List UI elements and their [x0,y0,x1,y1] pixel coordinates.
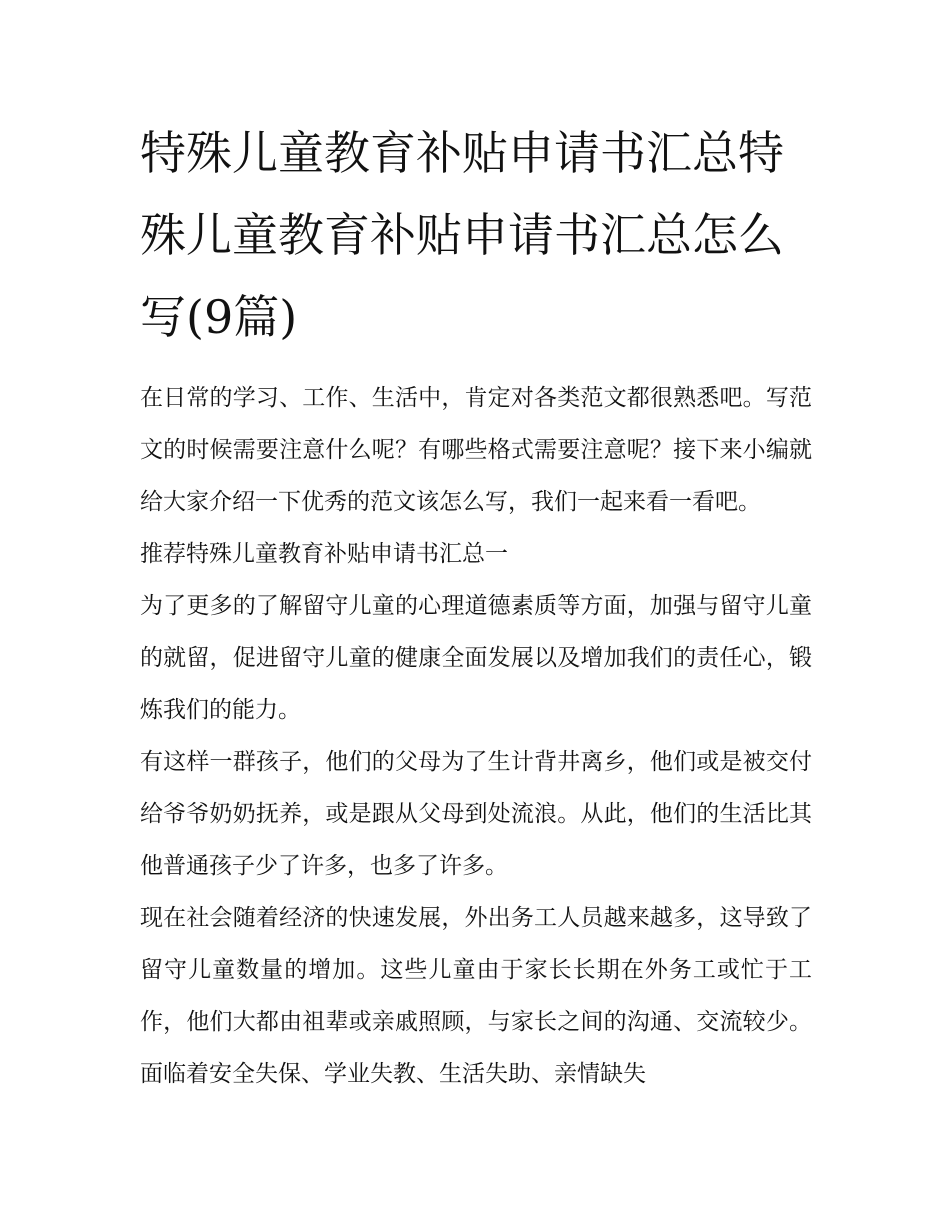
paragraph-intro: 在日常的学习、工作、生活中，肯定对各类范文都很熟悉吧。写范文的时候需要注意什么呢？有哪些格式需要注意呢？接下来小编就给大家介绍一下优秀的范文该怎么写，我们一起来看一看吧。 [140,385,812,515]
paragraph-society: 现在社会随着经济的快速发展，外出务工人员越来越多，这导致了留守儿童数量的增加。这些儿童由于家长长期在外务工或忙于工作，他们大都由祖辈或亲戚照顾，与家长之间的沟通、交流较少。面临着安全失保、学业失教、生活失助、亲情缺失 [140,905,812,1087]
section-heading: 推荐特殊儿童教育补贴申请书汇总一 [140,541,508,567]
paragraph-purpose: 为了更多的了解留守儿童的心理道德素质等方面，加强与留守儿童的就留，促进留守儿童的健康全面发展以及增加我们的责任心，锻炼我们的能力。 [140,593,812,723]
document-title: 特殊儿童教育补贴申请书汇总特殊儿童教育补贴申请书汇总怎么写(9篇) [140,126,784,344]
document-content [140,112,812,1100]
paragraph-children: 有这样一群孩子，他们的父母为了生计背井离乡，他们或是被交付给爷爷奶奶抚养，或是跟从父母到处流浪。从此，他们的生活比其他普通孩子少了许多，也多了许多。 [140,749,812,879]
document-body [140,372,812,1100]
